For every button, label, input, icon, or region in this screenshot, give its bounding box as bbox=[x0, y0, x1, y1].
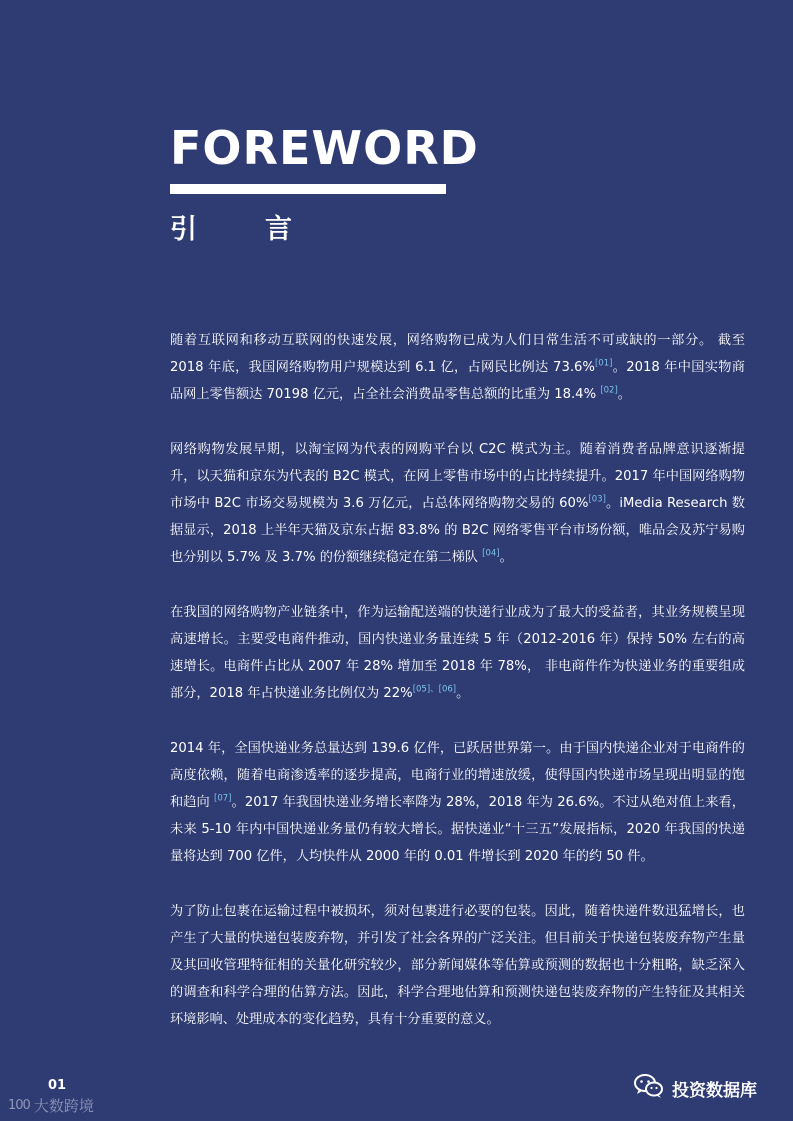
paragraph-text: 。 bbox=[499, 550, 513, 565]
citation-ref: [05]、[06] bbox=[412, 684, 457, 695]
brand-name: 投资数据库 bbox=[672, 1081, 757, 1101]
paragraph bbox=[170, 436, 745, 571]
foreword-body bbox=[170, 327, 745, 1061]
paragraph bbox=[170, 327, 745, 408]
paragraph-text: 随着互联网和移动互联网的快速发展，网络购物已成为人们日常生活不可或缺的一部分。 截至 2018 年底，我国网络购物用户规模达到 6.1 亿，占网民比例达 73.6% bbox=[170, 333, 745, 375]
page-title: FOREWORD bbox=[170, 121, 479, 175]
paragraph bbox=[170, 735, 745, 870]
citation-ref: [02] bbox=[600, 385, 618, 396]
paragraph-text: 。iMedia Research 数据显示，2018 上半年天猫及京东占据 83.8% 的 B2C 网络零售平台市场份额，唯品会及苏宁易购也分别以 5.7% 及 3.7% 的份额继续稳定在第二梯队 bbox=[170, 496, 745, 565]
paragraph-text: 2014 年，全国快递业务总量达到 139.6 亿件，已跃居世界第一。由于国内快递企业对于电商件的高度依赖，随着电商渗透率的逐步提高，电商行业的增速放缓，使得国内快递市场呈现出明显的饱和趋向 bbox=[170, 741, 745, 810]
paragraph bbox=[170, 898, 745, 1033]
watermark-text: 大数跨境 bbox=[33, 1097, 94, 1115]
citation-ref: [01] bbox=[594, 358, 613, 369]
paragraph-text: 为了防止包裹在运输过程中被损坏，须对包裹进行必要的包装。因此，随着快递件数迅猛增长，也产生了大量的快递包装废弃物，并引发了社会各界的广泛关注。但目前关于快递包装废弃物产生量及其回收管理特征相的关量化研究较少，部分新闻媒体等估算或预测的数据也十分粗略，缺乏深入的调查和科学合理的估算方法。因此，科学合理地估算和预测快递包装废弃物的产生特征及其相关环境影响、处理成本的变化趋势，具有十分重要的意义。 bbox=[170, 904, 745, 1027]
page-number: 01 bbox=[48, 1078, 67, 1093]
citation-ref: [03] bbox=[588, 494, 606, 505]
title-underline bbox=[170, 184, 446, 194]
citation-ref: [04] bbox=[482, 548, 500, 559]
paragraph-text: 。2017 年我国快递业务增长率降为 28%，2018 年为 26.6%。不过从绝对值上来看，未来 5-10 年内中国快递业务量仍有较大增长。据快递业“十三五”发展指标，2020 年我国的快递量将达到 700 亿件，人均快件从 2000 年的 0.01 件增长到 2020 年的约 50 件。 bbox=[170, 795, 745, 864]
paragraph-text: 在我国的网络购物产业链条中，作为运输配送端的快递行业成为了最大的受益者，其业务规模呈现高速增长。主要受电商件推动，国内快递业务量连续 5 年（2012-2016 年）保持 50% 左右的高速增长。电商件占比从 2007 年 28% 增加至 2018 年 78%， 非电商件作为快递业务的重要组成部分，2018 年占快递业务比例仅为 22% bbox=[170, 605, 745, 701]
wechat-icon bbox=[634, 1073, 664, 1104]
paragraph-text: 网络购物发展早期，以淘宝网为代表的网购平台以 C2C 模式为主。随着消费者品牌意识逐渐提升，以天猫和京东为代表的 B2C 模式，在网上零售市场中的占比持续提升。2017 年中国网络购物市场中 B2C 市场交易规模为 3.6 万亿元，占总体网络购物交易的 60% bbox=[170, 442, 745, 511]
watermark-logo bbox=[8, 1095, 94, 1116]
citation-ref: [07] bbox=[214, 793, 232, 804]
paragraph-text: 。2018 年中国实物商品网上零售额达 70198 亿元，占全社会消费品零售总额的比重为 18.4% bbox=[170, 360, 745, 402]
paragraph bbox=[170, 599, 745, 707]
paragraph-text: 。 bbox=[456, 686, 470, 701]
watermark-logo-mark: 100 bbox=[8, 1098, 30, 1113]
paragraph-text: 。 bbox=[617, 387, 631, 402]
page-subtitle: 引言 bbox=[170, 214, 360, 245]
brand-badge bbox=[634, 1073, 757, 1104]
